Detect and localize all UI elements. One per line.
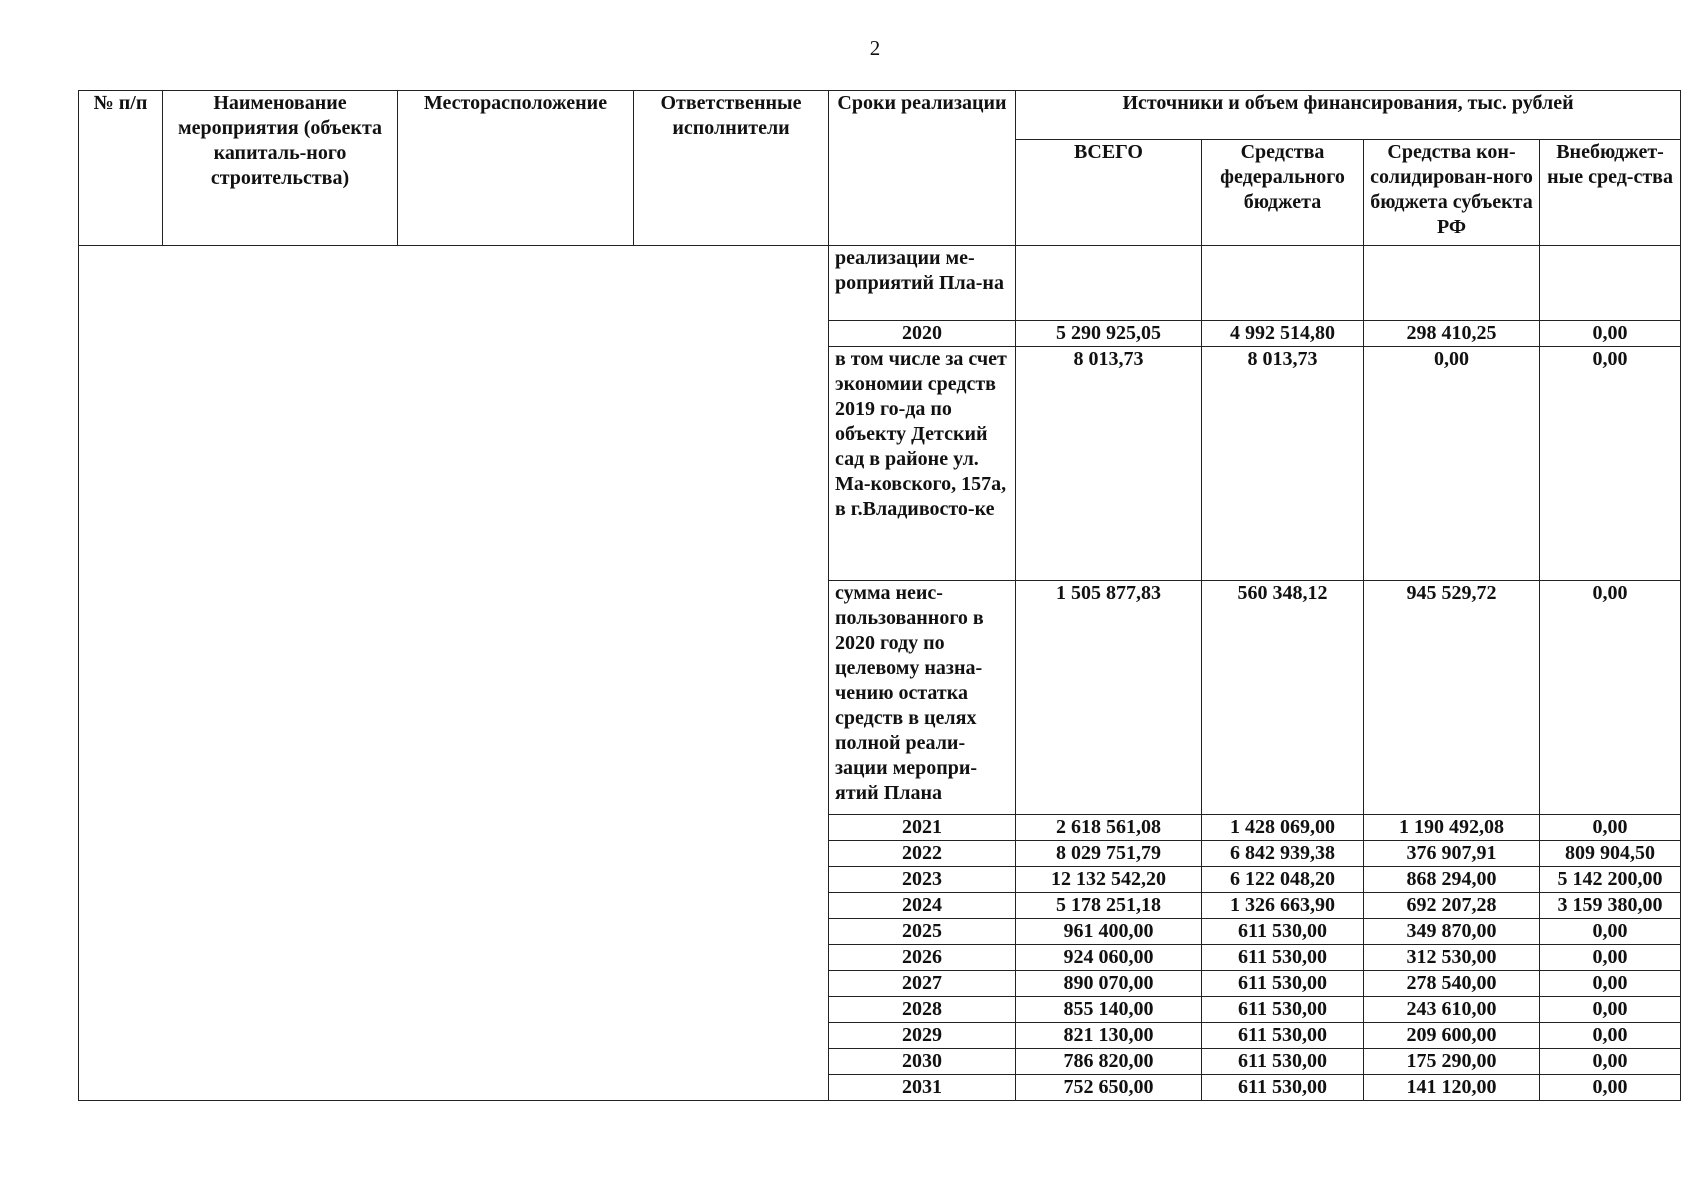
total-cell: 752 650,00 [1016,1075,1202,1101]
federal-cell: 611 530,00 [1202,997,1364,1023]
header-terms: Сроки реализации [829,91,1016,246]
extra-cell: 0,00 [1540,945,1681,971]
regional-cell: 141 120,00 [1364,1075,1540,1101]
total-cell: 8 029 751,79 [1016,841,1202,867]
total-cell: 961 400,00 [1016,919,1202,945]
federal-cell: 6 842 939,38 [1202,841,1364,867]
regional-cell: 1 190 492,08 [1364,815,1540,841]
regional-cell: 376 907,91 [1364,841,1540,867]
federal-cell: 560 348,12 [1202,581,1364,815]
federal-cell: 611 530,00 [1202,919,1364,945]
extra-cell: 0,00 [1540,1023,1681,1049]
federal-cell: 6 122 048,20 [1202,867,1364,893]
period-cell: 2021 [829,815,1016,841]
table-row [79,246,1681,321]
regional-cell: 349 870,00 [1364,919,1540,945]
total-cell: 924 060,00 [1016,945,1202,971]
header-total: ВСЕГО [1016,140,1202,246]
federal-cell: 611 530,00 [1202,1049,1364,1075]
header-location: Месторасположение [398,91,634,246]
period-cell: 2030 [829,1049,1016,1075]
federal-cell: 611 530,00 [1202,971,1364,997]
regional-cell: 0,00 [1364,347,1540,581]
extra-cell: 0,00 [1540,997,1681,1023]
total-cell: 1 505 877,83 [1016,581,1202,815]
header-num: № п/п [79,91,163,246]
regional-cell: 175 290,00 [1364,1049,1540,1075]
extra-cell: 5 142 200,00 [1540,867,1681,893]
regional-cell: 868 294,00 [1364,867,1540,893]
federal-cell: 1 326 663,90 [1202,893,1364,919]
total-cell: 5 290 925,05 [1016,321,1202,347]
header-row [79,91,1681,140]
period-cell: 2024 [829,893,1016,919]
extra-cell: 0,00 [1540,1049,1681,1075]
header-funding-group: Источники и объем финансирования, тыс. рублей [1016,91,1681,140]
extra-cell: 0,00 [1540,815,1681,841]
regional-cell: 209 600,00 [1364,1023,1540,1049]
extra-cell: 0,00 [1540,581,1681,815]
federal-cell: 1 428 069,00 [1202,815,1364,841]
total-cell: 8 013,73 [1016,347,1202,581]
period-cell: 2020 [829,321,1016,347]
regional-cell: 298 410,25 [1364,321,1540,347]
regional-cell: 243 610,00 [1364,997,1540,1023]
total-cell: 12 132 542,20 [1016,867,1202,893]
extra-cell: 809 904,50 [1540,841,1681,867]
total-cell: 786 820,00 [1016,1049,1202,1075]
extra-cell: 0,00 [1540,1075,1681,1101]
period-cell: 2022 [829,841,1016,867]
federal-cell: 4 992 514,80 [1202,321,1364,347]
period-cell: 2028 [829,997,1016,1023]
period-cell: 2027 [829,971,1016,997]
federal-cell: 8 013,73 [1202,347,1364,581]
total-cell: 2 618 561,08 [1016,815,1202,841]
extra-cell: 0,00 [1540,347,1681,581]
federal-cell: 611 530,00 [1202,945,1364,971]
header-federal: Средства федерального бюджета [1202,140,1364,246]
extra-cell: 3 159 380,00 [1540,893,1681,919]
period-cell: 2031 [829,1075,1016,1101]
continuation-cell: реализации ме-роприятий Пла-на [829,246,1016,321]
funding-table [78,90,1681,1101]
extra-cell: 0,00 [1540,919,1681,945]
regional-cell: 312 530,00 [1364,945,1540,971]
regional-cell: 692 207,28 [1364,893,1540,919]
federal-cell: 611 530,00 [1202,1075,1364,1101]
extra-cell: 0,00 [1540,321,1681,347]
period-cell: сумма неис-пользованного в 2020 году по целевому назна-чению остатка средств в целях полной реали-зации меропри-ятий Плана [829,581,1016,815]
header-responsible: Ответственные исполнители [634,91,829,246]
regional-cell: 945 529,72 [1364,581,1540,815]
merged-empty-area [79,246,829,1101]
period-cell: 2025 [829,919,1016,945]
total-cell: 890 070,00 [1016,971,1202,997]
period-cell: 2026 [829,945,1016,971]
page-number: 2 [869,36,881,60]
header-name: Наименование мероприятия (объекта капиталь-ного строительства) [163,91,398,246]
period-cell: 2029 [829,1023,1016,1049]
extra-cell: 0,00 [1540,971,1681,997]
header-extra: Внебюджет-ные сред-ства [1540,140,1681,246]
header-regional: Средства кон-солидирован-ного бюджета субъекта РФ [1364,140,1540,246]
period-cell: 2023 [829,867,1016,893]
period-cell: в том числе за счет экономии средств 2019 го-да по объекту Детский сад в районе ул. Ма-ковского, 157а, в г.Владивосто-ке [829,347,1016,581]
total-cell: 855 140,00 [1016,997,1202,1023]
federal-cell: 611 530,00 [1202,1023,1364,1049]
regional-cell: 278 540,00 [1364,971,1540,997]
total-cell: 5 178 251,18 [1016,893,1202,919]
total-cell: 821 130,00 [1016,1023,1202,1049]
